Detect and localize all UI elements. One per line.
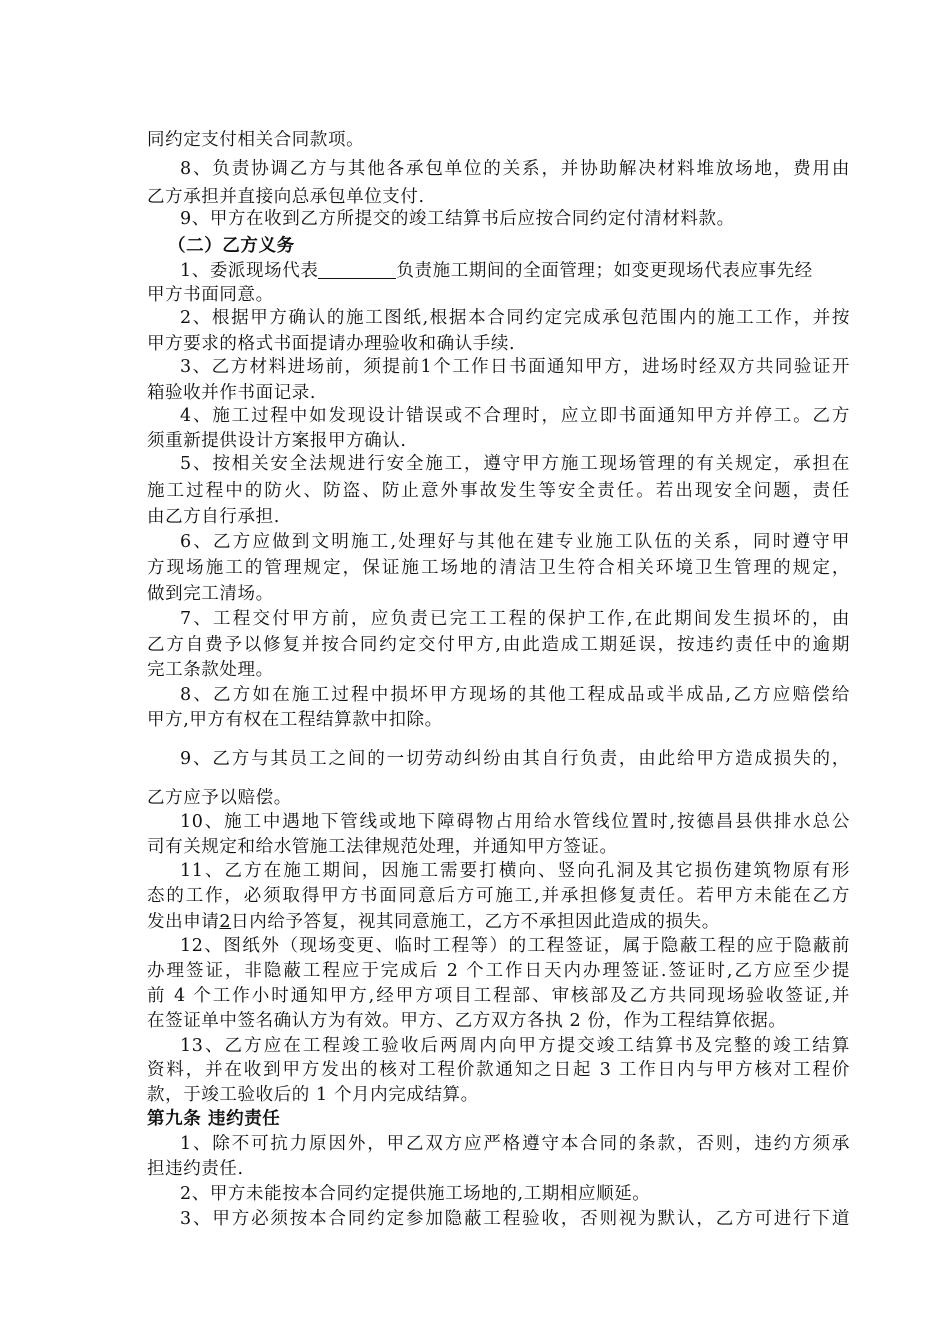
text-line: 由乙方自行承担.	[147, 507, 280, 527]
text-line: 态的工作，必须取得甲方书面同意后方可施工,并承担修复责任。若甲方未能在乙方	[147, 886, 850, 906]
text-line: 甲方,甲方有权在工程结算款中扣除。	[147, 710, 443, 730]
text-segment: 日内给予答复，视其同意施工，乙方不承担因此造成的损失。	[231, 912, 720, 932]
text-segment: 1、委派现场代表	[180, 261, 319, 281]
text-line: 办理签证，非隐蔽工程应于完成后 2 个工作日天内办理签证.签证时,乙方应至少提	[147, 961, 850, 981]
text-line: 9、乙方与其员工之间的一切劳动纠纷由其自行负责，由此给甲方造成损失的，	[180, 749, 850, 769]
text-line: 6、乙方应做到文明施工,处理好与其他在建专业施工队伍的关系，同时遵守甲	[180, 532, 850, 552]
text-line: 箱验收并作书面记录.	[147, 383, 317, 403]
text-line: 2、甲方未能按本合同约定提供施工场地的,工期相应顺延。	[180, 1184, 651, 1204]
text-line: 担违约责任.	[147, 1159, 244, 1179]
text-line: 在签证单中签名确认方为有效。甲方、乙方双方各执 2 份，作为工程结算依据。	[147, 1011, 787, 1031]
text-line: 完工条款处理。	[147, 660, 274, 680]
text-line: 12、图纸外（现场变更、临时工程等）的工程签证，属于隐蔽工程的应于隐蔽前	[180, 936, 850, 956]
text-line: 乙方应予以赔偿。	[147, 788, 292, 808]
text-line: 10、施工中遇地下管线或地下障碍物占用给水管线位置时,按德昌县供排水总公	[180, 812, 850, 832]
text-line: 8、乙方如在施工过程中损坏甲方现场的其他工程成品或半成品,乙方应赔偿给	[180, 685, 850, 705]
text-line: 甲方要求的格式书面提请办理验收和确认手续.	[147, 334, 516, 354]
text-line	[180, 258, 880, 284]
text-line: 须重新提供设计方案报甲方确认.	[147, 431, 407, 451]
text-segment: 发出申请	[147, 912, 220, 932]
text-line: 施工过程中的防火、防盗、防止意外事故发生等安全责任。若出现安全问题，责任	[147, 481, 850, 501]
text-line: 5、按相关安全法规进行安全施工，遵守甲方施工现场管理的有关规定，承担在	[180, 454, 850, 474]
text-line: 3、甲方必须按本合同约定参加隐蔽工程验收，否则视为默认，乙方可进行下道	[180, 1209, 850, 1229]
text-line: 8、负责协调乙方与其他各承包单位的关系，并协助解决材料堆放场地，费用由	[180, 159, 850, 179]
text-line: 3、乙方材料进场前，须提前1个工作日书面通知甲方，进场时经双方共同验证开	[180, 357, 850, 377]
text-line: 7、工程交付甲方前，应负责已完工工程的保护工作,在此期间发生损坏的，由	[180, 609, 850, 629]
article-heading: 第九条 违约责任	[147, 1109, 281, 1129]
text-line: 款，于竣工验收后的 1 个月内完成结算。	[147, 1085, 479, 1105]
text-line: 乙方承担并直接向总承包单位支付.	[147, 187, 425, 207]
text-line: 同约定支付相关合同款项。	[147, 130, 365, 150]
text-line: 1、除不可抗力原因外，甲乙双方应严格遵守本合同的条款，否则，违约方须承	[180, 1134, 850, 1154]
text-line: 方现场施工的管理规定，保证施工场地的清洁卫生符合相关环境卫生管理的规定，	[147, 558, 850, 578]
text-line	[147, 909, 847, 935]
text-line: 前 4 个工作小时通知甲方,经甲方项目工程部、审核部及乙方共同现场验收签证,并	[147, 986, 850, 1006]
text-segment: 负责施工期间的全面管理；如变更现场代表应事先经	[396, 261, 813, 281]
text-line: 2、根据甲方确认的施工图纸,根据本合同约定完成承包范围内的施工工作，并按	[180, 308, 850, 328]
section-heading: （二）乙方义务	[168, 236, 295, 256]
text-line: 乙方自费予以修复并按合同约定交付甲方,由此造成工期延误，按违约责任中的逾期	[147, 635, 850, 655]
text-line: 甲方书面同意。	[147, 285, 274, 305]
text-line: 9、甲方在收到乙方所提交的竣工结算书后应按合同约定付清材料款。	[180, 209, 735, 229]
text-line: 13、乙方应在工程竣工验收后两周内向甲方提交竣工结算书及完整的竣工结算	[180, 1036, 850, 1056]
representative-blank	[318, 260, 396, 279]
text-line: 做到完工清场。	[147, 584, 274, 604]
days-value: 2	[219, 912, 232, 932]
text-line: 资料，并在收到甲方发出的核对工程价款通知之日起 3 工作日内与甲方核对工程价	[147, 1060, 850, 1080]
text-line: 4、施工过程中如发现设计错误或不合理时，应立即书面通知甲方并停工。乙方	[180, 406, 850, 426]
text-line: 11、乙方在施工期间，因施工需要打横向、竖向孔洞及其它损伤建筑物原有形	[180, 861, 850, 881]
text-line: 司有关规定和给水管施工法律规范处理，并通知甲方签证。	[147, 837, 618, 857]
